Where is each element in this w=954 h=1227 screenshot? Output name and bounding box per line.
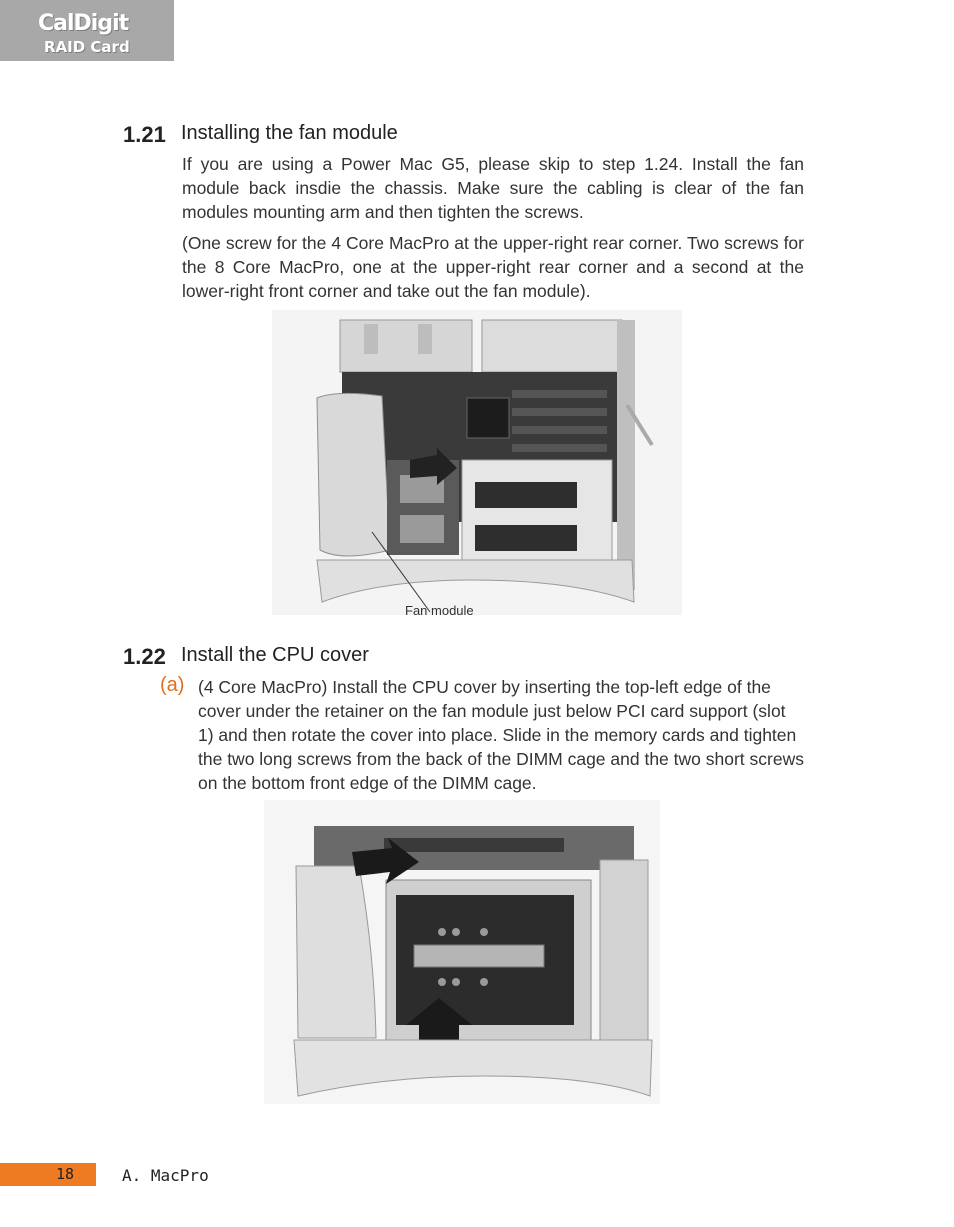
paragraph: If you are using a Power Mac G5, please skip to step 1.24. Install the fan module back insdie the chassis. Make sure the cabling is clear of the fan modules mounting arm and then tighten the screws. — [182, 154, 804, 222]
step-text: (4 Core MacPro) Install the CPU cover by inserting the top-left edge of the cover under the retainer on the fan module just below PCI card support (slot 1) and then rotate the cover into place. Slide in the memory cards and tighten the two long screws from the back of the DIMM cage and the two short screws on the bottom front edge of the DIMM cage. — [198, 677, 804, 793]
page-number: 18 — [56, 1165, 75, 1183]
step-letter: (a) — [160, 674, 185, 696]
section-number: 1.22 — [123, 644, 166, 669]
section-number: 1.21 — [123, 122, 166, 147]
brand-logo — [0, 0, 174, 61]
page-number-tab — [0, 1163, 96, 1186]
cpu-cover-photo — [264, 800, 660, 1104]
brand-name: CalDigit — [38, 11, 129, 36]
footer-section-label: A. MacPro — [122, 1166, 209, 1185]
brand-subtitle: RAID Card — [44, 38, 130, 56]
fan-module-photo — [272, 310, 682, 615]
paragraph: (One screw for the 4 Core MacPro at the upper-right rear corner. Two screws for the 8 Core MacPro, one at the upper-right rear corner and a second at the lower-right front corner and take out the fan module). — [182, 233, 804, 301]
figure-caption: Fan module — [405, 603, 474, 618]
section-title: Install the CPU cover — [181, 644, 369, 666]
section-title: Installing the fan module — [181, 122, 398, 144]
